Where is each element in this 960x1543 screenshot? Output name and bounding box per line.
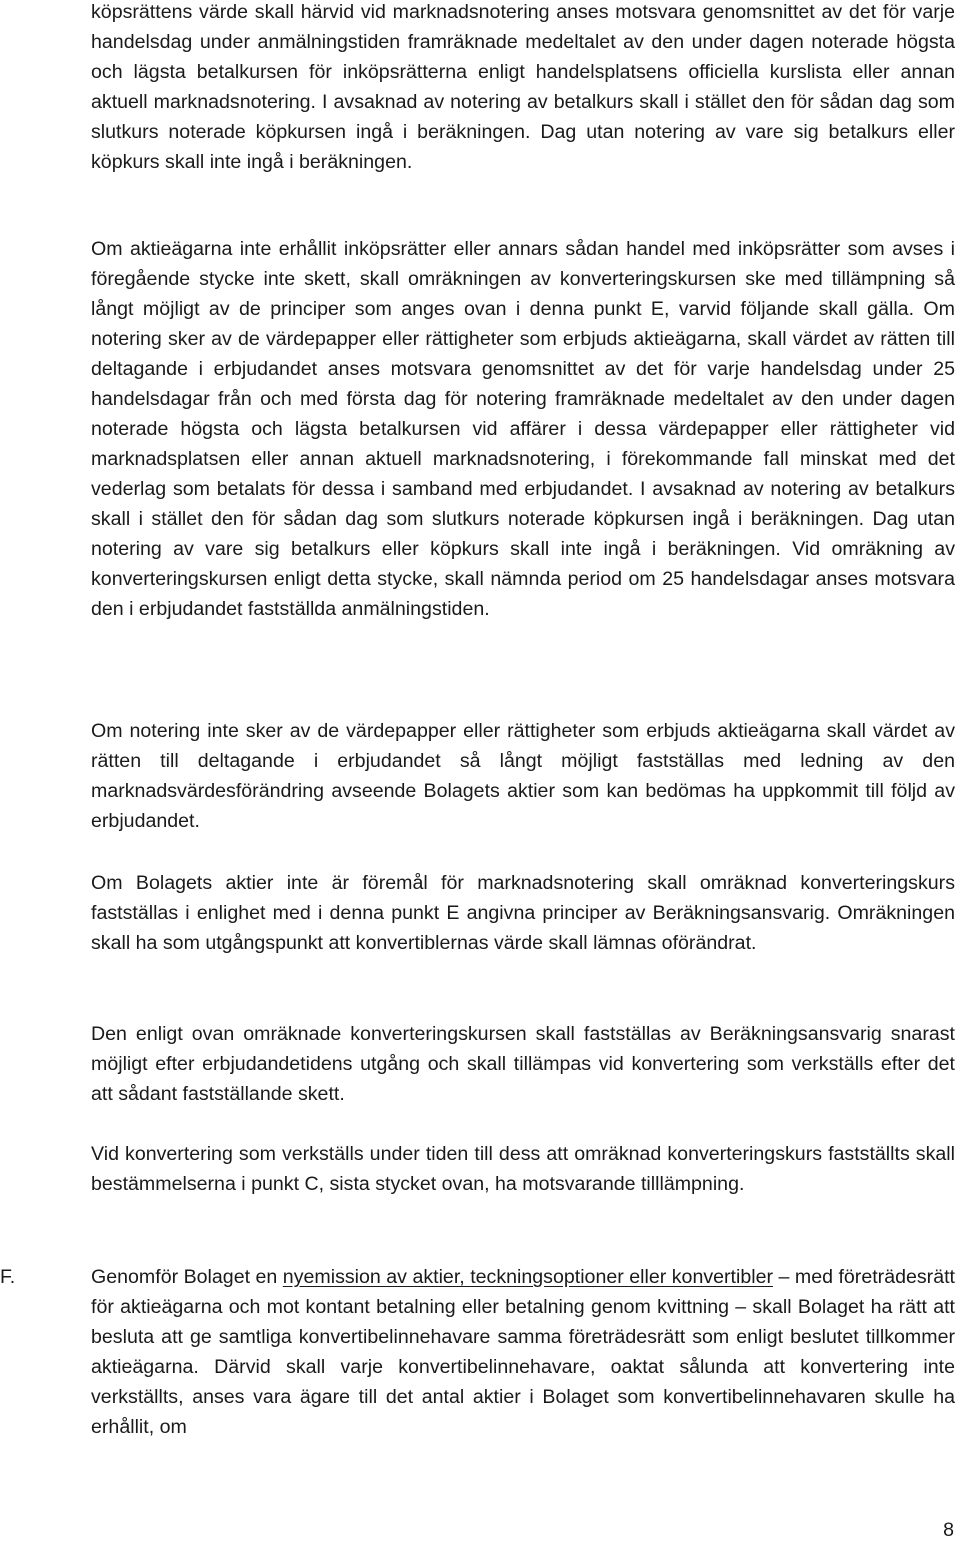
paragraph-faststallande: Den enligt ovan omräknade konverteringskursen skall fastställas av Beräkningsansvarig snarast möjligt efter erbjudandetidens utgång och skall tillämpas vid konvertering som verkställs efter det att sådant fastställande skett. — [91, 1023, 955, 1105]
section-f-underlined-term: nyemission av aktier, teckningsoptioner eller konvertibler — [282, 1266, 774, 1288]
section-f-rest: – med företrädesrätt för aktieägarna och mot kontant betalning eller betalning genom kvittning – skall Bolaget ha rätt att besluta att ge samtliga konvertibelinnehavare samma företrädesrätt som enligt beslutet tillkommer aktieägarna. Därvid skall varje konvertibelinnehavare, oaktat sålunda att konvertering inte verkställts, anses vara ägare till det antal aktier i Bolaget som konvertibelinnehavaren skulle ha erhållit, om — [91, 1266, 955, 1438]
paragraph-inkopsratt-value: köpsrättens värde skall härvid vid marknadsnotering anses motsvara genomsnittet av det för varje handelsdag under anmälningstiden framräknade medeltalet av den under dagen noterade högsta och lägsta betalkursen för inköpsrätterna enligt handelsplatsens officiella kurslista eller annan aktuell marknadsnotering. I avsaknad av notering av betalkurs skall i stället den för sådan dag som slutkurs noterade köpkursen ingå i beräkningen. Dag utan notering av vare sig betalkurs eller köpkurs skall inte ingå i beräkningen. — [91, 1, 955, 173]
section-f-paragraph — [91, 1262, 955, 1442]
section-f-lead: Genomför Bolaget en — [91, 1266, 283, 1288]
paragraph-interim-conversion: Vid konvertering som verkställs under tiden till dess att omräknad konverteringskurs fastställts skall bestämmelserna i punkt C, sista stycket ovan, ha motsvarande tilllämpning. — [91, 1143, 955, 1195]
paragraph-no-notering: Om notering inte sker av de värdepapper eller rättigheter som erbjuds aktieägarna skall värdet av rätten till deltagande i erbjudandet så långt möjligt fastställas med ledning av den marknadsvärdesförändring avseende Bolagets aktier som kan bedömas ha uppkommit till följd av erbjudandet. — [91, 720, 955, 832]
page-number: 8 — [943, 1519, 954, 1541]
paragraph-no-inkopsratter: Om aktieägarna inte erhållit inköpsrätter eller annars sådan handel med inköpsrätter som avses i föregående stycke inte skett, skall omräkningen av konverteringskursen ske med tillämpning så långt möjligt av de principer som anges ovan i denna punkt E, varvid följande skall gälla. Om notering sker av de värdepapper eller rättigheter som erbjuds aktieägarna, skall värdet av rätten till deltagande i erbjudandet anses motsvara genomsnittet av det för varje handelsdag under 25 handelsdagar från och med första dag för notering framräknade medeltalet av den under dagen noterade högsta och lägsta betalkursen vid affärer i dessa värdepapper eller rättigheter vid marknadsplatsen eller annan aktuell marknadsnotering, i förekommande fall minskat med det vederlag som betalats för dessa i samband med erbjudandet. I avsaknad av notering av betalkurs skall i stället den för sådan dag som slutkurs noterade köpkursen ingå i beräkningen. Dag utan notering av vare sig betalkurs eller köpkurs skall inte ingå i beräkningen. Vid omräkning av konverteringskursen enligt detta stycke, skall nämnda period om 25 handelsdagar anses motsvara den i erbjudandet fastställda anmälningstiden. — [91, 238, 955, 620]
section-f-label: F. — [0, 1266, 16, 1288]
paragraph-not-listed: Om Bolagets aktier inte är föremål för marknadsnotering skall omräknad konverteringskurs fastställas i enlighet med i denna punkt E angivna principer av Beräkningsansvarig. Omräkningen skall ha som utgångspunkt att konvertiblernas värde skall lämnas oförändrat. — [91, 872, 955, 954]
